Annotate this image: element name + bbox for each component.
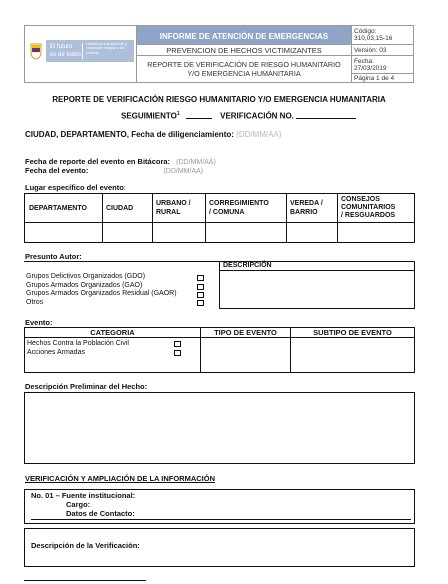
seguimiento-input-line[interactable] [186, 118, 212, 119]
lugar-header-row [25, 194, 415, 223]
evento-label: Evento: [25, 318, 53, 327]
col-ciudad: CIUDAD [103, 194, 153, 223]
descripcion-header: DESCRIPCIÓN [220, 261, 414, 271]
fecha-reporte-row [25, 157, 216, 166]
fecha-evento-field[interactable]: (DD/MM/AA) [163, 168, 204, 175]
fuente-label: No. 01 – Fuente institucional: [31, 491, 136, 500]
cargo-label: Cargo: [66, 500, 91, 509]
autor-descripcion-box[interactable] [219, 261, 415, 309]
autor-options [26, 273, 206, 307]
fuente-box [24, 489, 415, 524]
document-header [24, 25, 414, 83]
lugar-colon: : [123, 183, 126, 192]
col-vereda-barrio: VEREDA / BARRIO [287, 194, 338, 223]
verificacion-input-line[interactable] [296, 118, 356, 119]
pagina-cell [352, 74, 414, 83]
categoria-options [25, 338, 201, 373]
checkbox-gao[interactable] [197, 284, 204, 290]
report-title: REPORTE DE VERIFICACIÓN RIESGO HUMANITARIO Y/O EMERGENCIA HUMANITARIA [52, 95, 386, 104]
doc-name-line-1: REPORTE DE VERIFICACIÓN DE RIESGO HUMANITARIO [147, 60, 341, 69]
categoria-option-armadas[interactable]: Acciones Armadas [27, 348, 198, 357]
logo-cell [25, 26, 137, 83]
header-subtitle: PREVENCION DE HECHOS VICTIMIZANTES [166, 45, 322, 55]
fecha-label: Fecha: [354, 57, 374, 65]
col-categoria: CATEGORIA [25, 328, 201, 338]
autor-option-gdo[interactable]: Grupos Delictivos Organizados (GDO) [26, 273, 206, 282]
colombia-emblem-icon [30, 42, 42, 60]
descripcion-verificacion-box[interactable] [24, 528, 415, 567]
col-subtipo-evento: SUBTIPO DE EVENTO [291, 328, 415, 338]
pagina-text: Página 1 de 4 [354, 74, 395, 82]
verificacion-label: VERIFICACIÓN NO. [220, 111, 294, 121]
logo-band [46, 40, 134, 62]
lugar-input-row [25, 223, 415, 243]
fecha-reporte-field[interactable]: (DD/MM/AA) [176, 159, 216, 166]
departamento-input[interactable] [25, 223, 103, 243]
urbano-rural-input[interactable] [153, 223, 206, 243]
evento-table [24, 327, 415, 373]
ciudad-row [25, 130, 281, 139]
checkbox-poblacion[interactable] [174, 341, 181, 347]
ciudad-date-field[interactable]: (DD/MM/AA) [236, 130, 282, 139]
seguimiento-label: SEGUIMIENTO [121, 111, 177, 121]
contacto-label: Datos de Contacto: [66, 509, 135, 518]
autor-option-gaor[interactable]: Grupos Armados Organizados Residual (GAOR) [26, 290, 206, 299]
header-title-cell [137, 26, 352, 45]
checkbox-armadas[interactable] [174, 350, 181, 356]
descripcion-hecho-box[interactable] [24, 392, 415, 464]
categoria-option-poblacion[interactable]: Hechos Contra la Población Civil [27, 339, 198, 348]
codigo-value: 310,03,15-16 [354, 35, 393, 42]
checkbox-otros[interactable] [197, 300, 204, 306]
autor-label: Presunto Autor: [25, 252, 82, 261]
header-subtitle-cell [137, 45, 352, 56]
header-title: INFORME DE ATENCIÓN DE EMERGENCIAS [159, 32, 329, 41]
lugar-label-row [25, 183, 126, 192]
checkbox-gaor[interactable] [197, 292, 204, 298]
lugar-label: Lugar específico del evento [25, 183, 124, 192]
tipo-evento-input[interactable] [201, 338, 291, 373]
verificacion-heading: VERIFICACIÓN Y AMPLIACIÓN DE LA INFORMACIÓN [25, 474, 216, 483]
lugar-table [24, 193, 415, 243]
col-urbano-rural: URBANO / RURAL [153, 194, 206, 223]
autor-option-gao[interactable]: Grupos Armados Organizados (GAO) [26, 282, 206, 291]
col-corregimiento: CORREGIMIENTO / COMUNA [206, 194, 287, 223]
version-text: Versión: 03 [354, 46, 387, 54]
col-consejos: CONSEJOS COMUNITARIOS / RESGUARDOS [338, 194, 415, 223]
evento-body-row [25, 338, 415, 373]
autor-option-otros[interactable]: Otros [26, 299, 206, 308]
contacto-underline[interactable] [31, 519, 411, 520]
checkbox-gdo[interactable] [197, 275, 204, 281]
col-departamento: DEPARTAMENTO [25, 194, 103, 223]
ciudad-input[interactable] [103, 223, 153, 243]
ciudad-label: CIUDAD, DEPARTAMENTO, Fecha de diligenciamiento: [25, 130, 234, 139]
descripcion-hecho-label: Descripción Preliminar del Hecho: [25, 382, 148, 391]
fecha-reporte-label: Fecha de reporte del evento en Bitácora: [25, 157, 171, 166]
logo-line-2: es de todos [50, 52, 82, 58]
subtipo-evento-input[interactable] [291, 338, 415, 373]
footnote-separator [24, 580, 146, 581]
consejos-input[interactable] [338, 223, 415, 243]
evento-header-row [25, 328, 415, 338]
logo-tagline: Unidad para la atención y reparación integral a las víctimas [86, 42, 127, 55]
doc-name-cell [137, 56, 352, 83]
fecha-cell [352, 56, 414, 74]
logo-line-1: El futuro [50, 44, 73, 50]
version-cell [352, 45, 414, 56]
codigo-label: Código: [354, 28, 377, 35]
logo-divider [82, 43, 83, 59]
vereda-input[interactable] [287, 223, 338, 243]
seguimiento-footnote: 1 [176, 111, 180, 117]
col-tipo-evento: TIPO DE EVENTO [201, 328, 291, 338]
fecha-evento-row [25, 166, 203, 175]
codigo-cell [352, 26, 414, 45]
fecha-value: 27/03/2019 [354, 64, 387, 72]
doc-name-line-2: Y/O EMERGENCIA HUMANITARIA [187, 69, 301, 78]
corregimiento-input[interactable] [206, 223, 287, 243]
fecha-evento-label: Fecha del evento: [25, 166, 89, 175]
descripcion-verificacion-label: Descripción de la Verificación: [31, 541, 140, 550]
seguimiento-row [121, 111, 356, 121]
